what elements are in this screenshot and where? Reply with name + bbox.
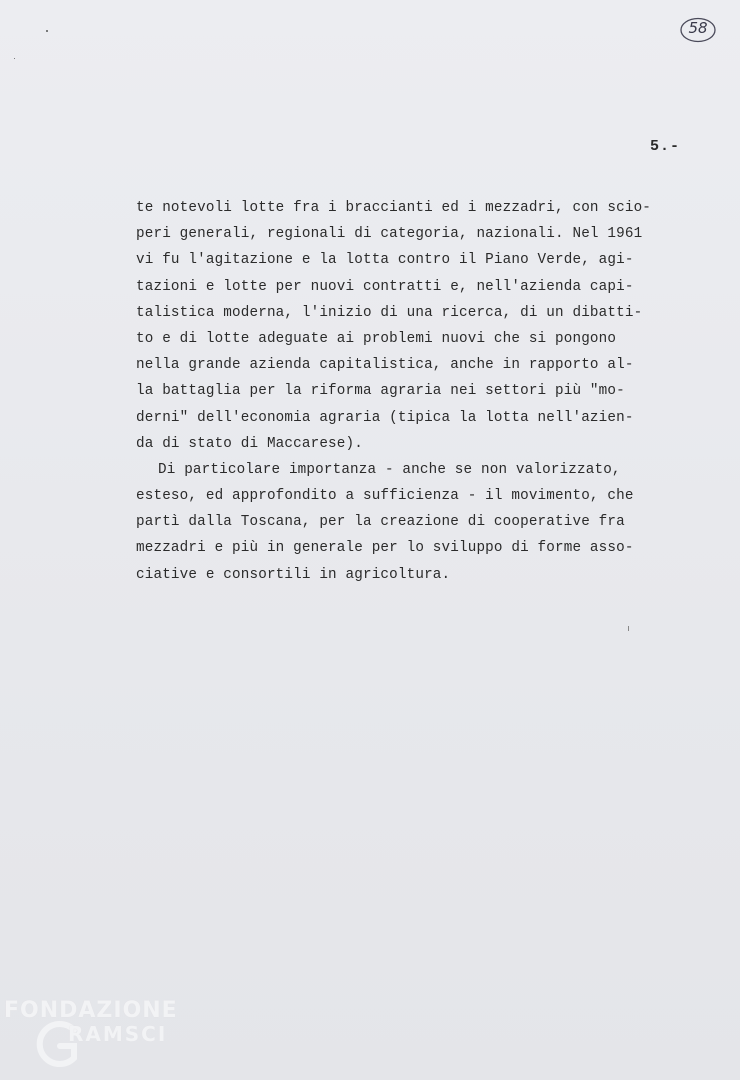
text-line: tazioni e lotte per nuovi contratti e, nell'azienda capi- bbox=[136, 278, 634, 295]
text-line: ciative e consortili in agricoltura. bbox=[136, 566, 451, 583]
text-line: esteso, ed approfondito a sufficienza - il movimento, che bbox=[136, 488, 634, 505]
archive-folio-stamp bbox=[678, 16, 718, 44]
text-line: te notevoli lotte fra i braccianti ed i mezzadri, con scio- bbox=[136, 200, 652, 216]
archive-watermark bbox=[4, 996, 194, 1076]
text-line: nella grande azienda capitalistica, anche in rapporto al- bbox=[136, 357, 634, 374]
paper-speck bbox=[46, 30, 48, 32]
paper-speck bbox=[14, 58, 15, 59]
text-line: peri generali, regionali di categoria, nazionali. Nel 1961 bbox=[136, 226, 643, 243]
body-text bbox=[136, 195, 676, 588]
text-line: partì dalla Toscana, per la creazione di cooperative fra bbox=[136, 514, 625, 531]
watermark-line-1: FONDAZIONE bbox=[4, 998, 178, 1023]
archive-folio-number: 58 bbox=[688, 19, 708, 37]
text-line: Di particolare importanza - anche se non valorizzato, bbox=[158, 461, 621, 478]
watermark-line-2: RAMSCI bbox=[68, 1022, 168, 1046]
text-line: da di stato di Maccarese). bbox=[136, 435, 363, 452]
text-line: to e di lotte adeguate ai problemi nuovi che si pongono bbox=[136, 330, 617, 347]
text-line: mezzadri e più in generale per lo sviluppo di forme asso- bbox=[136, 540, 634, 557]
page-number: 5.- bbox=[650, 138, 681, 155]
paragraph-2 bbox=[136, 457, 676, 588]
paper-mark bbox=[628, 626, 629, 631]
text-line: talistica moderna, l'inizio di una ricerca, di un dibatti- bbox=[136, 304, 643, 321]
text-line: vi fu l'agitazione e la lotta contro il Piano Verde, agi- bbox=[136, 252, 634, 269]
text-line: la battaglia per la riforma agraria nei settori più "mo- bbox=[136, 383, 625, 400]
text-line: derni" dell'economia agraria (tipica la lotta nell'azien- bbox=[136, 409, 634, 426]
paragraph-1 bbox=[136, 195, 676, 457]
